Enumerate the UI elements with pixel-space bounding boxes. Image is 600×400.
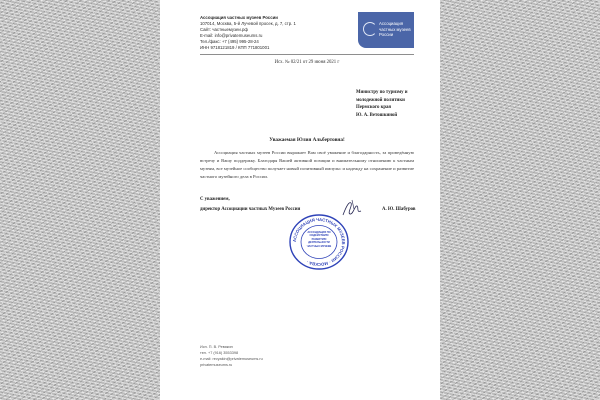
- footer-line: e-mail: revyakin@privatemuseums.ru: [200, 357, 263, 361]
- logo-line: России: [379, 32, 394, 37]
- recipient-line: Ю. А. Ветошкиной: [356, 112, 398, 118]
- logo-line: частных музеев: [379, 26, 411, 32]
- footer-line: тел. +7 (916) 3553398: [200, 351, 239, 355]
- letterhead: [200, 15, 350, 51]
- closing-regards: С уважением,: [200, 197, 230, 202]
- signer-title: директор Ассоциации частных Музеев России: [200, 207, 301, 212]
- official-stamp: [288, 213, 350, 271]
- logo-text: [379, 21, 413, 38]
- letterhead-email: E-mail: info@privatemuseums.ru: [200, 33, 263, 38]
- association-logo: [358, 12, 414, 48]
- recipient-line: Министру по туризму и: [356, 90, 408, 95]
- stamp-ring-text: АССОЦИАЦИЯ ЧАСТНЫХ МУЗЕЕВ РОССИИ · МОСКВА ·: [291, 216, 347, 268]
- footer-line: Исп. П. В. Ревякин: [200, 345, 233, 349]
- letterhead-site: Сайт: частныемузеи.рф: [200, 27, 248, 32]
- stamp-center-text: АССОЦИАЦИЯ ПО СОДЕЙСТВИЮ РАЗВИТИЮ ДЕЯТЕЛЬНОСТИ ЧАСТНЫХ МУЗЕЕВ: [306, 231, 332, 248]
- letter-body: Ассоциация частных музеев России выражает Вам своё уважение и благодарность, за проведённую встречу и Вашу поддержку. Благодаря Вашей активной позиции и внимательному отношению к частным музеям, все музейное сообщество получает новый позитивный импульс и надежду на сохранение и развитие частного музейного дела в России.: [200, 150, 414, 179]
- footer-contact: [200, 344, 320, 368]
- greeting: Уважаемая Юлия Альбертовна!: [269, 137, 345, 143]
- letterhead-address: 107014, Москва, 5-й Лучевой просек, д. 7, стр. 1: [200, 21, 296, 26]
- background-right: [440, 0, 600, 400]
- recipient-line: молодежной политики: [356, 97, 405, 103]
- letter-page: [160, 0, 440, 400]
- outgoing-number: Исх. № 02/21 от 29 июня 2021 г: [274, 60, 340, 65]
- letterhead-ids: ИНН 9718121819 / КПП 771801001: [200, 45, 270, 50]
- letterhead-organization: Ассоциация частных музеев России: [200, 15, 278, 20]
- header-divider: [200, 54, 414, 55]
- signer-name: А. Ю. Шабуров: [382, 207, 416, 212]
- logo-swirl-icon: [363, 22, 377, 36]
- recipient-line: Пермского края: [356, 105, 392, 110]
- footer-line: privatemuseums.ru: [200, 363, 233, 367]
- letterhead-phone: Тел./факс: +7 (495) 995-28-24: [200, 39, 259, 44]
- logo-line: Ассоциация: [379, 21, 404, 26]
- background-left: [0, 0, 160, 400]
- recipient-block: [356, 89, 436, 119]
